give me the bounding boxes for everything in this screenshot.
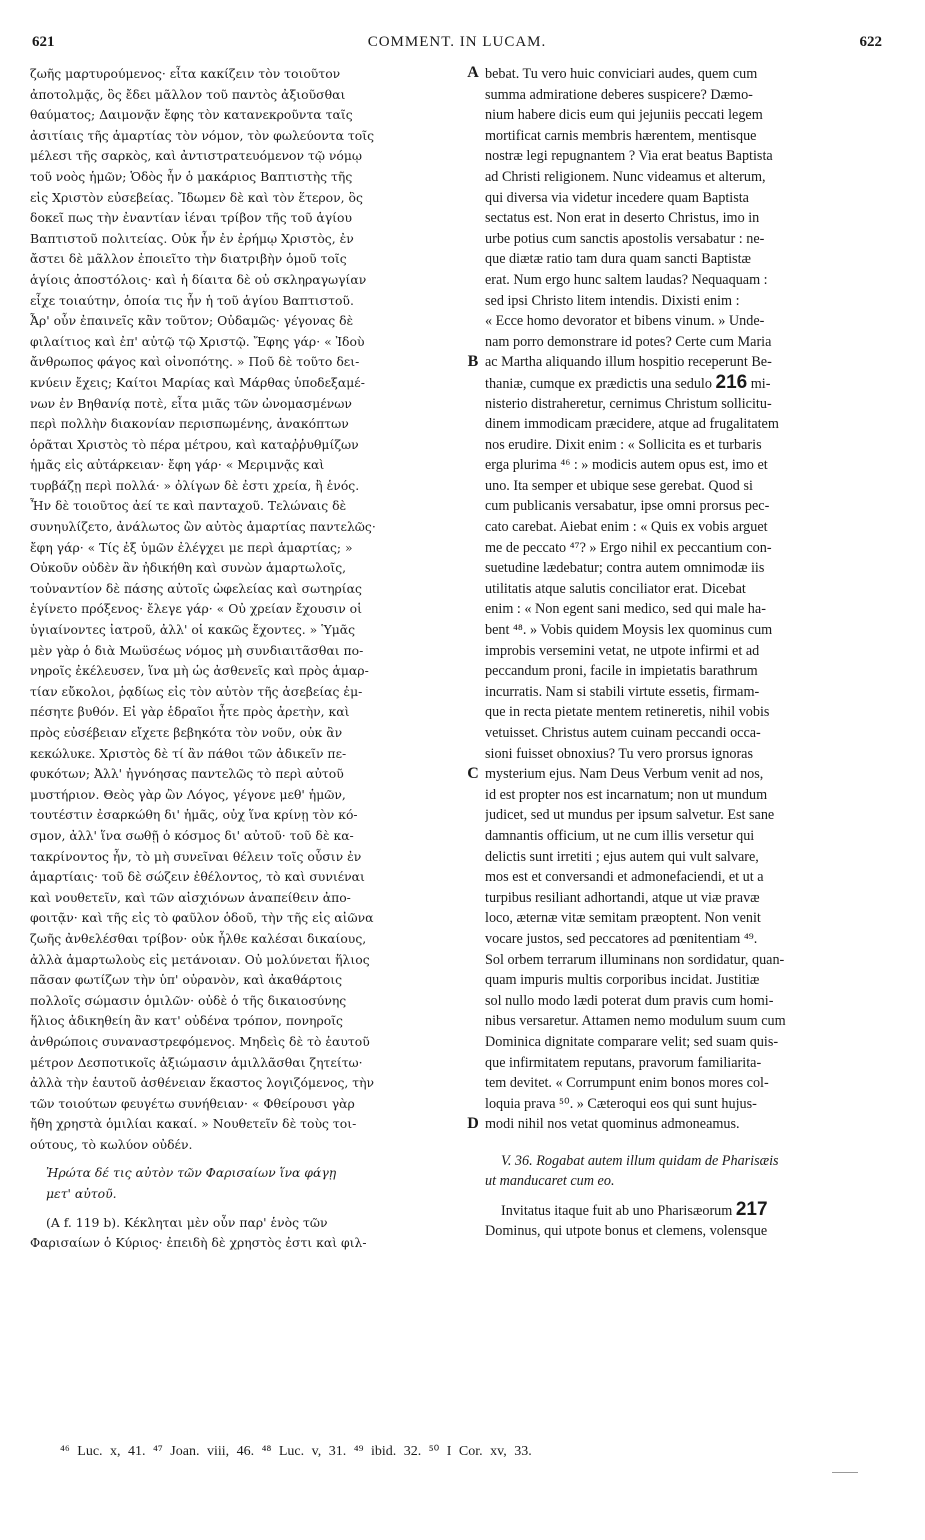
latin-line — [485, 373, 881, 394]
greek-line: τουτέστιν ἐσαρκώθη δι' ἡμᾶς, οὐχ ἵνα κρίνῃ τὸν κό- — [30, 807, 358, 823]
latin-line: Sol orbem terrarum illuminans non sordidatur, quan- — [485, 951, 785, 968]
section-marker-a: A — [467, 64, 479, 81]
latin-line: enim : « Non egent sani medico, sed qui male ha- — [485, 601, 766, 618]
page-header — [32, 34, 882, 58]
greek-line: Βαπτιστοῦ πολιτείας. Οὐκ ἦν ἐν ἐρήμῳ Χριστὸς, ἐν — [30, 230, 354, 246]
greek-line: ἁγίοις ἀποστόλοις· καὶ ἡ δίαιτα δὲ οὐ σκληραγωγίαν — [30, 271, 367, 287]
greek-line: ὁρᾶται Χριστὸς τὸ πέρα μέτρου, καὶ καταῤῥυθμίζων — [30, 436, 359, 452]
latin-line: Dominica dignitate comparare velit; sed suam quis- — [485, 1033, 779, 1050]
greek-line: ἥλιος ἀδικηθείη ἂν κατ' οὐδένα τρόπον, πονηροῖς — [30, 1013, 343, 1029]
latin-line: summa admiratione deberes suspicere? Dæmo- — [485, 86, 753, 103]
latin-line: damnantis officium, ut ne cum illis versetur qui — [485, 827, 755, 844]
latin-line: loquia prava ⁵⁰. » Cæteroqui eos qui sunt hujus- — [485, 1095, 757, 1112]
latin-line: bent ⁴⁸. » Vobis quidem Moysis lex quominus cum — [485, 622, 773, 639]
latin-line: nos erudire. Dixit enim : « Sollicita es et turbaris — [485, 436, 762, 453]
latin-text: Invitatus itaque fuit ab uno Pharisæorum — [501, 1203, 736, 1220]
latin-text: thaniæ, cumque ex prædictis una sedulo — [485, 375, 716, 392]
latin-line: cato carebat. Aiebat enim : « Quis ex vobis arguet — [485, 519, 768, 536]
latin-line: peccandum proni, facile in impietatis barathrum — [485, 663, 758, 680]
greek-line: ἤθη χρηστὰ ὁμιλίαι κακαί. » Νουθετεῖν δὲ τοὺς τοι- — [30, 1116, 357, 1132]
greek-line: πᾶσαν φωτίζων τὴν ὑπ' οὐρανὸν, καὶ ἀκαθάρτοις — [30, 972, 343, 988]
latin-line: tem devitet. « Corrumpunt enim bonos mores col- — [485, 1075, 769, 1092]
latin-line: sed ipsi Christo litem intendis. Dixisti enim : — [485, 292, 740, 309]
latin-line: nisterio distraheretur, cernimus Christum sollicitu- — [485, 395, 772, 412]
latin-line: vetuisset. Christus autem cuinam peccandi occa- — [485, 725, 761, 741]
greek-line: ὑγιαίνοντες ἰατροῦ, ἀλλ' οἱ κακῶς ἔχοντες. » Ὑμᾶς — [30, 622, 356, 638]
greek-line: Οὐκοῦν οὐδὲν ἂν ἠδικήθη καὶ συνὼν ἁμαρτωλοῖς, — [30, 560, 347, 576]
latin-line: cum publicanis versabatur, ipse omni prorsus pec- — [485, 498, 770, 515]
greek-line: ούτους, τὸ κωλύον οὐδέν. — [30, 1136, 193, 1152]
section-marker-c: C — [467, 765, 479, 782]
greek-line: τῶν τοιούτων φευγέτω συνήθειαν· « Φθείρουσι γὰρ — [30, 1095, 355, 1111]
greek-line: κεκώλυκε. Χριστὸς δὲ τί ἂν πάθοι τῶν ἀδικεῖν πε- — [30, 745, 347, 761]
latin-line: judicet, sed ut mundus per ipsum salvetur. Est sane — [485, 807, 775, 824]
latin-line: urbe potius cum sanctis apostolis versabatur : ne- — [485, 230, 765, 247]
latin-line: nibus versaretur. Attamen nemo modulum suum cum — [485, 1013, 786, 1030]
latin-line: nium habere dicis eum qui jejuniis peccati legem — [485, 107, 763, 124]
greek-line: εἶχε τοιαύτην, ὁποία τις ἦν ἡ τοῦ ἁγίου Βαπτιστοῦ. — [30, 292, 354, 308]
latin-line: ac Martha aliquando illum hospitio receperunt Be- — [485, 354, 772, 371]
latin-line: sol nullo modo lædi poterat dum pravis cum homi- — [485, 992, 774, 1009]
greek-line: ἀνθρώποις συναναστρεφόμενος. Μηδεὶς δὲ τὸ ἑαυτοῦ — [30, 1033, 370, 1049]
greek-lemma-line: μετ' αὐτοῦ. — [46, 1186, 117, 1202]
section-marker-b: B — [467, 353, 479, 370]
latin-line: utilitatis atque salutis conciliator erat. Dicebat — [485, 580, 746, 597]
latin-line: erat. Num ergo hunc saltem laudas? Nequaquam : — [485, 271, 768, 288]
greek-line: ζωῆς μαρτυρούμενος· εἶτα κακίζειν τὸν τοιοῦτον — [30, 66, 341, 81]
greek-line: κνύειν ἔχεις; Καίτοι Μαρίας καὶ Μάρθας ὑποδεξαμέ- — [30, 374, 365, 390]
latin-line: suetudine lædebatur; contra autem omnimodæ iis — [485, 560, 765, 577]
greek-line: σμον, ἀλλ' ἵνα σωθῇ ὁ κόσμος δι' αὐτοῦ· τοῦ δὲ κα- — [30, 827, 354, 843]
latin-line: nostræ legi repugnantem ? Via erat beatus Baptista — [485, 148, 773, 165]
page-number-right: 622 — [859, 34, 882, 50]
greek-line: μυστήριον. Θεὸς γὰρ ὢν Λόγος, γέγονε μεθ' ἡμῶν, — [30, 786, 346, 802]
greek-line: Ἦν δὲ τοιοῦτος ἀεί τε καὶ πανταχοῦ. Τελώναις δὲ — [30, 498, 347, 514]
latin-line: delictis sunt irretiti ; ejus autem qui vult salvare, — [485, 848, 759, 865]
latin-line: nam porro demonstrare id potes? Certe cum Maria — [485, 333, 772, 350]
greek-line: τοῦ νοὸς ἡμῶν; Ὁδὸς ἦν ὁ μακάριος Βαπτιστὴς τῆς — [30, 168, 353, 184]
latin-lemma-line: V. 36. Rogabat autem illum quidam de Pharisæis — [501, 1152, 779, 1169]
latin-line: que in recta pietate mentem retineretis, nihil vobis — [485, 704, 770, 721]
latin-line: que infirmitatem reputans, pravorum familiarita- — [485, 1054, 762, 1071]
footnotes: ⁴⁶ Luc. x, 41. ⁴⁷ Joan. viii, 46. ⁴⁸ Luc. v, 31. ⁴⁹ ibid. 32. ⁵⁰ I Cor. xv, 33. — [60, 1444, 532, 1459]
latin-line: mos est et conversandi et admonefaciendi, et ut a — [485, 869, 764, 886]
greek-line: τίαν εὔκολοι, ῥᾳδίως εἰς τὸν αὐτὸν τῆς ἀσεβείας ἐμ- — [30, 683, 363, 699]
latin-line: erga plurima ⁴⁶ : » modicis autem opus est, imo et — [485, 457, 768, 474]
greek-line: Φαρισαίων ὁ Κύριος· ἐπειδὴ δὲ χρηστὸς ἐστι καὶ φιλ- — [30, 1235, 367, 1251]
greek-line: μὲν γὰρ ὁ διὰ Μωϋσέως νόμος μὴ συνδιαιτᾶσθαι πο- — [30, 642, 364, 658]
latin-column — [485, 64, 881, 1241]
latin-lemma-line: ut manducaret cum eo. — [485, 1173, 615, 1190]
latin-line: incurratis. Nam si stabili virtute essetis, firmam- — [485, 683, 760, 700]
greek-line: τακρίνοντος ἦν, τὸ μὴ συνεῖναι θέλειν τοῖς οὖσιν ἐν — [30, 848, 362, 864]
latin-line: ad Christi religionem. Nunc videamus et alterum, — [485, 168, 766, 185]
greek-line: ἁμαρτίαις· τοῦ δὲ σώζειν ἐθέλοντος, τὸ καὶ συνιέναι — [30, 869, 365, 885]
greek-line: καὶ νουθετεῖν, καὶ τῶν αἰσχιόνων ἀναπείθειν ἀπο- — [30, 889, 351, 905]
latin-line: improbis versemini vetat, ne utpote infirmi et ad — [485, 642, 760, 659]
latin-line: sioni fuisset obnoxius? Tu vero prorsus ignoras — [485, 745, 753, 762]
greek-line: φιλαίτιος καὶ ἐπ' αὐτῷ τῷ Χριστῷ. Ἔφης γάρ· « Ἰδοὺ — [30, 333, 365, 349]
latin-line: modi nihil nos vetat quominus admoneamus. — [485, 1116, 740, 1133]
greek-line: (A f. 119 b). Κέκληται μὲν οὖν παρ' ἑνὸς τῶν — [46, 1214, 328, 1230]
latin-line — [485, 1200, 881, 1221]
greek-line: εἰς Χριστὸν εὐσεβείας. Ἴδωμεν δὲ καὶ τὸν ἕτερον, ὃς — [30, 189, 363, 205]
latin-line: me de peccato ⁴⁷? » Ergo nihil ex peccantium con- — [485, 539, 772, 556]
latin-line: id est propter nos est incarnatum; non ut mundum — [485, 786, 768, 803]
greek-line: θαύματος; Δαιμονᾷν ἔφης τὸν κατανεκροῦντα ταῖς — [30, 107, 353, 123]
greek-line: νων ἐν Βηθανίᾳ ποτὲ, εἶτα μιᾶς τῶν ὠνομασμένων — [30, 395, 352, 411]
greek-line: νηροῖς ἐκέλευσεν, ἵνα μὴ ὡς ἀσθενεῖς καὶ πρὸς ἁμαρ- — [30, 663, 369, 679]
greek-line: δοκεῖ πως τὴν ἐναντίαν ἰέναι τρίβον τῆς τοῦ ἁγίου — [30, 210, 353, 226]
column-number-216: 216 — [715, 372, 748, 393]
running-title: COMMENT. IN LUCAM. — [367, 34, 547, 50]
greek-line: περὶ πολλὴν διακονίαν περισπωμένης, ἀνακόπτων — [30, 416, 349, 432]
latin-line: vocare justos, sed peccatores ad pœnitentiam ⁴⁹. — [485, 930, 758, 947]
section-marker-d: D — [467, 1115, 479, 1132]
latin-line: mortificat carnis membris hærentem, mentisque — [485, 127, 757, 144]
greek-line: ἀλλὰ τὴν ἑαυτοῦ ἀσθένειαν ἕκαστος λογιζόμενος, τὴν — [30, 1075, 375, 1091]
latin-line: dinem immodicam præcidere, atque ad frugalitatem — [485, 416, 779, 433]
latin-line: que diætæ ratio tam dura quam sancti Baptistæ — [485, 251, 751, 268]
greek-line: φοιτᾷν· καὶ τῆς εἰς τὸ φαῦλον ὁδοῦ, τὴν τῆς εἰς αἰῶνα — [30, 910, 374, 926]
latin-line: uno. Ita semper et ubique sese gerebat. Quod si — [485, 477, 753, 494]
greek-line: πέσητε βυθόν. Εἰ γὰρ ἑδραῖοι ἦτε πρὸς ἀρετὴν, καὶ — [30, 704, 350, 720]
greek-line: ἔφη γάρ· « Τίς ἐξ ὑμῶν ἐλέγχει με περὶ ἁμαρτίας; » — [30, 539, 353, 555]
greek-line: ἀσιτίαις τῆς ἁμαρτίας τὸν νόμον, τὸν φωλεύοντα τοῖς — [30, 127, 375, 143]
latin-line: loco, æternæ vitæ semitam præoptent. Non venit — [485, 910, 761, 927]
latin-line: turpibus resiliant adhortandi, atque ut viæ pravæ — [485, 889, 760, 906]
greek-line: ἀποτολμᾷς, ὃς ἔδει μᾶλλον τοῦ παντὸς ἀξιοῦσθαι — [30, 86, 346, 102]
latin-text: mi- — [747, 375, 771, 392]
greek-line: Ἆρ' οὖν ἐπαινεῖς κἂν τοῦτον; Οὐδαμῶς· γέγονας δὲ — [30, 313, 354, 329]
latin-line: bebat. Tu vero huic conviciari audes, quem cum — [485, 66, 758, 82]
greek-line: τυρβάζῃ περὶ πολλά· » ὀλίγων δὲ ἐστι χρεία, ἢ ἑνός. — [30, 477, 360, 493]
greek-line: ἄστει δὲ μᾶλλον ἐποιεῖτο τὴν διατριβὴν ὁμοῦ τοῖς — [30, 251, 347, 267]
greek-line: ἐγίνετο πρόξενος· ἔλεγε γάρ· « Οὐ χρείαν ἔχουσιν οἱ — [30, 601, 362, 617]
latin-line: sectatus est. Non erat in deserto Christus, imo in — [485, 210, 760, 227]
greek-line: μέτρον Δεσποτικοῖς ἀξιώμασιν ἁμιλλᾶσθαι ζητείτω· — [30, 1054, 363, 1070]
greek-line: φυκότων; Ἀλλ' ἠγνόησας παντελῶς τὸ περὶ αὐτοῦ — [30, 766, 344, 782]
greek-line: ζωῆς ἀνθελέσθαι τρίβον· οὐκ ἦλθε καλέσαι δικαίους, — [30, 930, 367, 946]
greek-line: τοὐναντίον δὲ πάσης αὐτοῖς ὠφελείας καὶ σωτηρίας — [30, 580, 362, 596]
column-number-217: 217 — [735, 1200, 768, 1221]
greek-line: πρὸς εὐσέβειαν εἴχετε βεβηκότα τὸν νοῦν, οὐκ ἂν — [30, 725, 343, 740]
greek-line: ἡμᾶς εἰς αὐτάρκειαν· ἔφη γάρ· « Μεριμνᾷς καὶ — [30, 457, 325, 473]
latin-line: mysterium ejus. Nam Deus Verbum venit ad nos, — [485, 766, 764, 783]
greek-line: ἀλλὰ ἁμαρτωλοὺς εἰς μετάνοιαν. Οὐ μολύνεται ἥλιος — [30, 951, 370, 967]
greek-line: μέλεσι τῆς σαρκὸς, καὶ ἀντιστρατευόμενον τῷ νόμῳ — [30, 148, 363, 164]
greek-line: ἄνθρωπος φάγος καὶ οἰνοπότης. » Ποῦ δὲ τοῦτο δει- — [30, 354, 360, 370]
greek-lemma-line: Ἠρώτα δέ τις αὐτὸν τῶν Φαρισαίων ἵνα φάγῃ — [46, 1165, 337, 1181]
latin-line: Dominus, qui utpote bonus et clemens, volensque — [485, 1222, 768, 1239]
latin-line: qui diversa via videtur incedere quam Baptista — [485, 189, 749, 206]
page-number-left: 621 — [32, 34, 55, 50]
greek-column — [30, 64, 462, 1254]
latin-line: « Ecce homo devorator et bibens vinum. » Unde- — [485, 313, 765, 330]
greek-line: πολλοῖς σώμασιν ὁμιλῶν· οὐδὲ ὁ τῆς δικαιοσύνης — [30, 992, 347, 1008]
stamp-mark — [832, 1472, 858, 1473]
greek-line: συνηυλίζετο, ἀνάλωτος ὢν αὐτὸς ἁμαρτίας παντελῶς· — [30, 519, 376, 535]
latin-line: quam impuris multis corporibus incidat. Justitiæ — [485, 972, 760, 989]
